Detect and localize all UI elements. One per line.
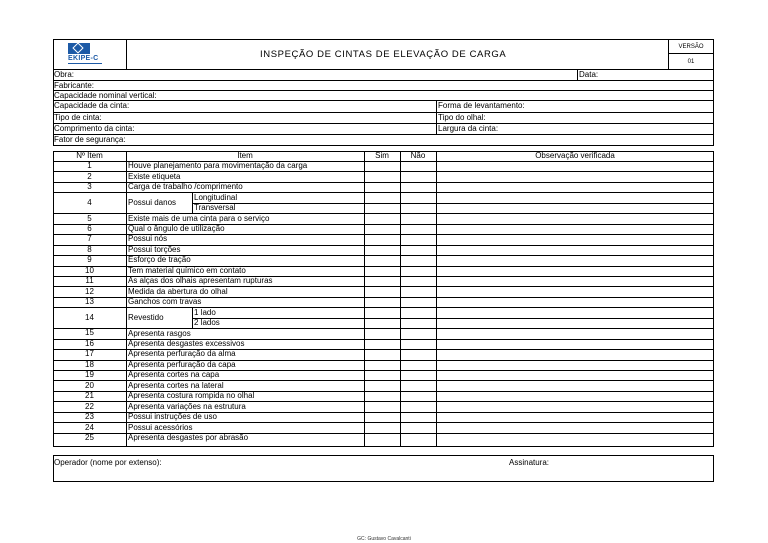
row-item: Possui danos	[128, 197, 177, 207]
row-number: 13	[85, 297, 94, 307]
sub-row-line	[192, 318, 714, 319]
row-number: 19	[85, 370, 94, 380]
row-item: Possui torções	[128, 244, 181, 254]
largura-label: Largura da cinta:	[438, 124, 499, 133]
row-item: Apresenta cortes na lateral	[128, 380, 224, 390]
fabricante-label: Fabricante:	[54, 81, 95, 90]
row-item: Qual o ângulo de utilização	[128, 224, 225, 233]
header-sim: Sim	[375, 151, 389, 160]
row-subitem: Longitudinal	[194, 192, 238, 202]
row-item: As alças dos olhais apresentam rupturas	[128, 276, 273, 286]
row-number: 9	[87, 255, 92, 265]
row-number: 25	[85, 432, 94, 442]
row-number: 12	[85, 286, 94, 296]
row-number: 23	[85, 412, 94, 421]
row-item: Tem material químico em contato	[128, 265, 246, 275]
row-item: Apresenta cortes na capa	[128, 370, 220, 380]
header-obs: Observação verificada	[535, 151, 615, 160]
row-number: 10	[85, 265, 94, 275]
row-item: Apresenta perfuração da capa	[128, 359, 236, 369]
row-subitem: 1 lado	[194, 307, 216, 317]
row-item: Apresenta perfuração da alma	[128, 349, 236, 359]
forma-levantamento-label: Forma de levantamento:	[438, 101, 525, 110]
row-item: Apresenta costura rompida no olhal	[128, 391, 255, 401]
row-item: Existe mais de uma cinta para o serviço	[128, 213, 270, 223]
row-subitem: 2 lados	[194, 318, 220, 327]
row-number: 20	[85, 380, 94, 390]
fator-seguranca-label: Fator de segurança:	[54, 135, 126, 144]
row-item: Possui instruções de uso	[128, 412, 217, 422]
tipo-olhal-label: Tipo do olhal:	[438, 113, 486, 122]
version-value: 01	[687, 59, 695, 65]
row-number: 22	[85, 401, 94, 411]
info-line	[53, 123, 714, 124]
info-line	[53, 134, 714, 135]
comprimento-label: Comprimento da cinta:	[54, 124, 135, 133]
capacidade-cinta-label: Capacidade da cinta:	[54, 101, 130, 110]
row-item: Apresenta rasgos	[128, 328, 191, 338]
row-subitem: Transversal	[194, 203, 236, 213]
row-item: Apresenta variações na estrutura	[128, 401, 246, 411]
obra-label: Obra:	[54, 70, 75, 79]
data-label: Data:	[579, 70, 599, 79]
row-item: Existe etiqueta	[128, 171, 181, 181]
page-title: INSPEÇÃO DE CINTAS DE ELEVAÇÃO DE CARGA	[260, 49, 507, 60]
row-number: 18	[85, 359, 94, 369]
row-number: 24	[85, 422, 94, 432]
row-item: Possui nós	[128, 234, 168, 244]
row-number: 3	[87, 182, 92, 192]
row-number: 5	[87, 213, 92, 223]
info-line	[53, 80, 714, 81]
row-item: Revestido	[128, 312, 164, 322]
row-number: 4	[87, 197, 92, 207]
row-number: 1	[87, 161, 92, 171]
row-number: 14	[85, 312, 94, 322]
row-item: Ganchos com travas	[128, 297, 202, 307]
header-num: Nº Item	[76, 151, 103, 160]
version-label: VERSÃO	[678, 44, 704, 50]
row-item: Apresenta desgastes por abrasão	[128, 433, 249, 442]
row-item: Apresenta desgastes excessivos	[128, 338, 245, 348]
info-divider	[577, 69, 578, 80]
logo-underline	[68, 63, 102, 64]
row-number: 17	[85, 349, 94, 359]
row-item: Houve planejamento para movimentação da carga	[128, 161, 308, 171]
row-item: Carga de trabalho /comprimento	[128, 182, 243, 192]
capacidade-nominal-label: Capacidade nominal vertical:	[54, 91, 157, 100]
operador-label: Operador (nome por extenso):	[54, 458, 162, 467]
row-item: Possui acessórios	[128, 422, 193, 432]
row-number: 8	[87, 244, 92, 254]
row-number: 2	[87, 171, 92, 181]
tipo-cinta-label: Tipo de cinta:	[54, 113, 102, 122]
row-item: Esforço de tração	[128, 255, 191, 265]
logo-text: EKIPE-C	[68, 55, 99, 62]
page-footer: GC: Gustavo Cavalcanti	[357, 536, 411, 542]
assinatura-label: Assinatura:	[509, 458, 550, 467]
header-divider-left	[126, 39, 127, 70]
info-line	[53, 112, 714, 113]
row-number: 6	[87, 223, 92, 233]
info-divider	[436, 100, 437, 134]
row-number: 15	[85, 328, 94, 338]
row-number: 7	[87, 234, 92, 244]
col-divider-num	[126, 151, 127, 447]
sub-row-line	[192, 203, 714, 204]
nao-checkbox[interactable]	[400, 433, 437, 444]
row-item: Medida da abertura do olhal	[128, 286, 228, 296]
header-item: Item	[237, 151, 253, 160]
row-number: 21	[85, 391, 94, 401]
version-divider	[668, 53, 714, 54]
row-number: 11	[85, 276, 94, 286]
header-nao: Não	[410, 151, 426, 160]
sim-checkbox[interactable]	[364, 433, 401, 444]
row-number: 16	[85, 338, 94, 348]
